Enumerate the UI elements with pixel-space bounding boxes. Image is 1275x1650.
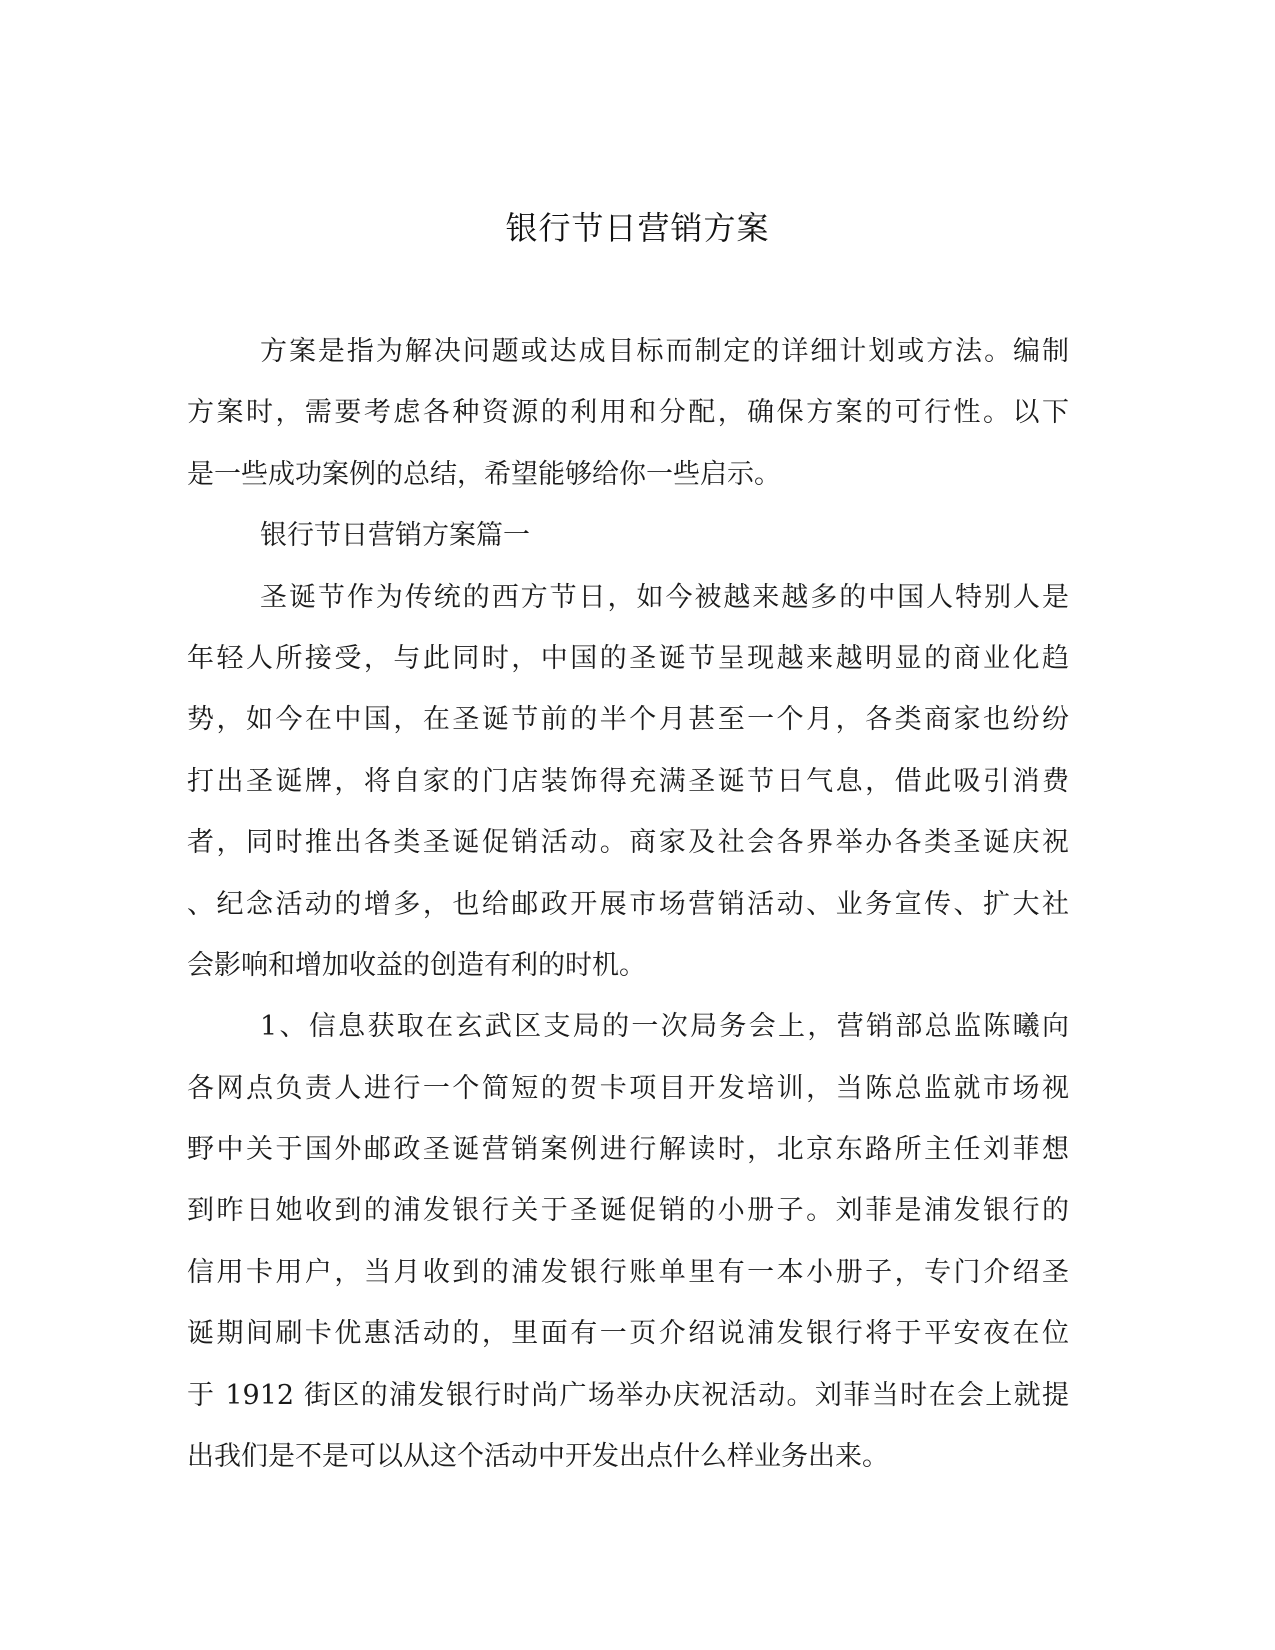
body-line: 诞期间刷卡优惠活动的，里面有一页介绍说浦发银行将于平安夜在位	[187, 1318, 1069, 1350]
body-line: 野中关于国外邮政圣诞营销案例进行解读时，北京东路所主任刘菲想	[187, 1134, 1069, 1166]
body-line: 会影响和增加收益的创造有利的时机。	[187, 949, 646, 981]
body-line: 方案时，需要考虑各种资源的利用和分配，确保方案的可行性。以下	[187, 397, 1069, 429]
body-line: 于 1912 街区的浦发银行时尚广场举办庆祝活动。刘菲当时在会上就提	[187, 1379, 1069, 1411]
body-line: 年轻人所接受，与此同时，中国的圣诞节呈现越来越明显的商业化趋	[187, 642, 1069, 674]
document-title: 银行节日营销方案	[505, 209, 770, 247]
section-heading: 银行节日营销方案篇一	[260, 520, 530, 552]
body-line: 者，同时推出各类圣诞促销活动。商家及社会各界举办各类圣诞庆祝	[187, 827, 1069, 859]
body-line: 势，如今在中国，在圣诞节前的半个月甚至一个月，各类商家也纷纷	[187, 704, 1069, 736]
body-line: 出我们是不是可以从这个活动中开发出点什么样业务出来。	[187, 1441, 889, 1473]
body-line: 信用卡用户，当月收到的浦发银行账单里有一本小册子，专门介绍圣	[187, 1256, 1069, 1288]
body-line: 是一些成功案例的总结，希望能够给你一些启示。	[187, 458, 781, 490]
body-line: 圣诞节作为传统的西方节日，如今被越来越多的中国人特别人是	[260, 581, 1069, 613]
body-line: 各网点负责人进行一个简短的贺卡项目开发培训，当陈总监就市场视	[187, 1072, 1069, 1104]
document-body	[187, 321, 1069, 1487]
body-line: 方案是指为解决问题或达成目标而制定的详细计划或方法。编制	[260, 336, 1069, 367]
body-line: 到昨日她收到的浦发银行关于圣诞促销的小册子。刘菲是浦发银行的	[187, 1195, 1069, 1227]
body-line: 1、信息获取在玄武区支局的一次局务会上，营销部总监陈曦向	[260, 1011, 1069, 1043]
body-line: 打出圣诞牌，将自家的门店装饰得充满圣诞节日气息，借此吸引消费	[187, 765, 1069, 797]
body-line: 、纪念活动的增多，也给邮政开展市场营销活动、业务宣传、扩大社	[187, 888, 1069, 920]
